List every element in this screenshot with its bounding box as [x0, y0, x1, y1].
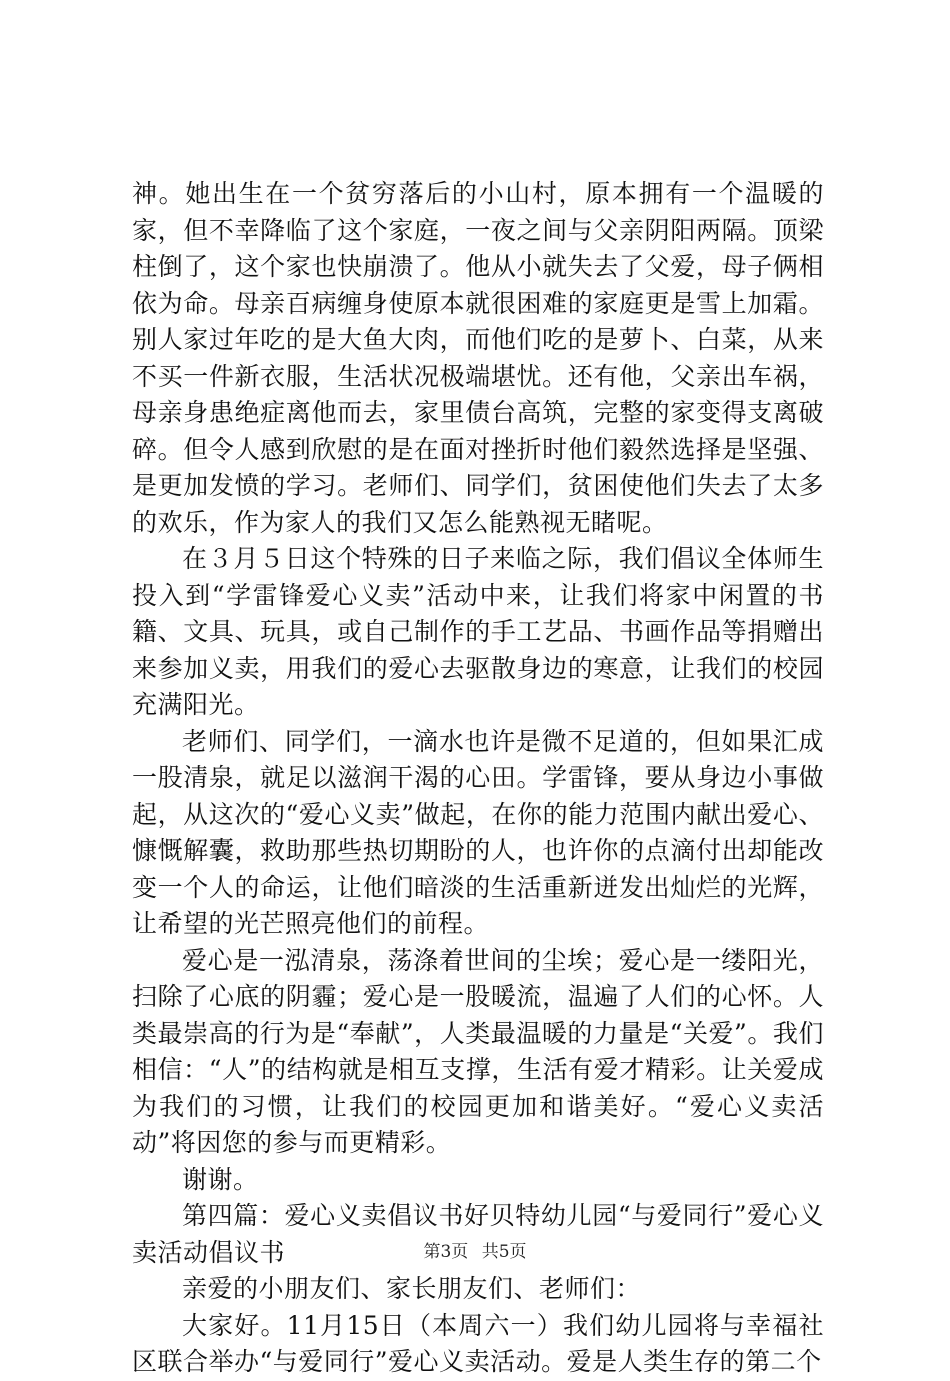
- salutation: 亲爱的小朋友们、家长朋友们、老师们：: [182, 1274, 642, 1303]
- page-total: 共5页: [481, 1242, 527, 1262]
- page-footer: [0, 1241, 950, 1263]
- paragraph-love-is-spring: 爱心是一泓清泉，荡涤着世间的尘埃；爱心是一缕阳光，扫除了心底的阴霾；爱心是一股暖流，温遍了人们的心怀。人类最崇高的行为是“奉献”，人类最温暖的力量是“关爱”。我们相信：“人”的结构就是相互支撑，生活有爱才精彩。让关爱成为我们的习惯，让我们的校园更加和谐美好。“爱心义卖活动”将因您的参与而更精彩。: [132, 945, 824, 1157]
- paragraph-greeting: 大家好。11月15日（本周六一）我们幼儿园将与幸福社区联合举办“与爱同行”爱心义卖活动。爱是人类生存的第二个: [132, 1310, 824, 1376]
- paragraph-continuation: 神。她出生在一个贫穷落后的小山村，原本拥有一个温暖的家，但不幸降临了这个家庭，一夜之间与父亲阴阳两隔。顶梁柱倒了，这个家也快崩溃了。他从小就失去了父爱，母子俩相依为命。母亲百病缠身使原本就很困难的家庭更是雪上加霜。别人家过年吃的是大鱼大肉，而他们吃的是萝卜、白菜，从来不买一件新衣服，生活状况极端堪忧。还有他，父亲出车祸，母亲身患绝症离他而去，家里债台高筑，完整的家变得支离破碎。但令人感到欣慰的是在面对挫折时他们毅然选择是坚强、是更加发愤的学习。老师们、同学们，贫困使他们失去了太多的欢乐，作为家人的我们又怎么能熟视无睹呢。: [132, 179, 824, 537]
- document-body: [132, 176, 824, 1381]
- paragraph-march-5-initiative: 在３月５日这个特殊的日子来临之际，我们倡议全体师生投入到“学雷锋爱心义卖”活动中来，让我们将家中闲置的书籍、文具、玩具，或自己制作的手工艺品、书画作品等捐赠出来参加义卖，用我们的爱心去驱散身边的寒意，让我们的校园充满阳光。: [132, 544, 824, 719]
- paragraph-drop-of-water: 老师们、同学们，一滴水也许是微不足道的，但如果汇成一股清泉，就足以滋润干渴的心田。学雷锋，要从身边小事做起，从这次的“爱心义卖”做起，在你的能力范围内献出爱心、慷慨解囊，救助那些热切期盼的人，也许你的点滴付出却能改变一个人的命运，让他们暗淡的生活重新迸发出灿烂的光辉，让希望的光芒照亮他们的前程。: [132, 726, 824, 938]
- paragraph-thanks: 谢谢。: [182, 1164, 259, 1194]
- page-number: 第3页: [423, 1242, 469, 1262]
- section-heading-part-four: 第四篇：爱心义卖倡议书好贝特幼儿园“与爱同行”爱心义卖活动倡议书: [132, 1201, 824, 1267]
